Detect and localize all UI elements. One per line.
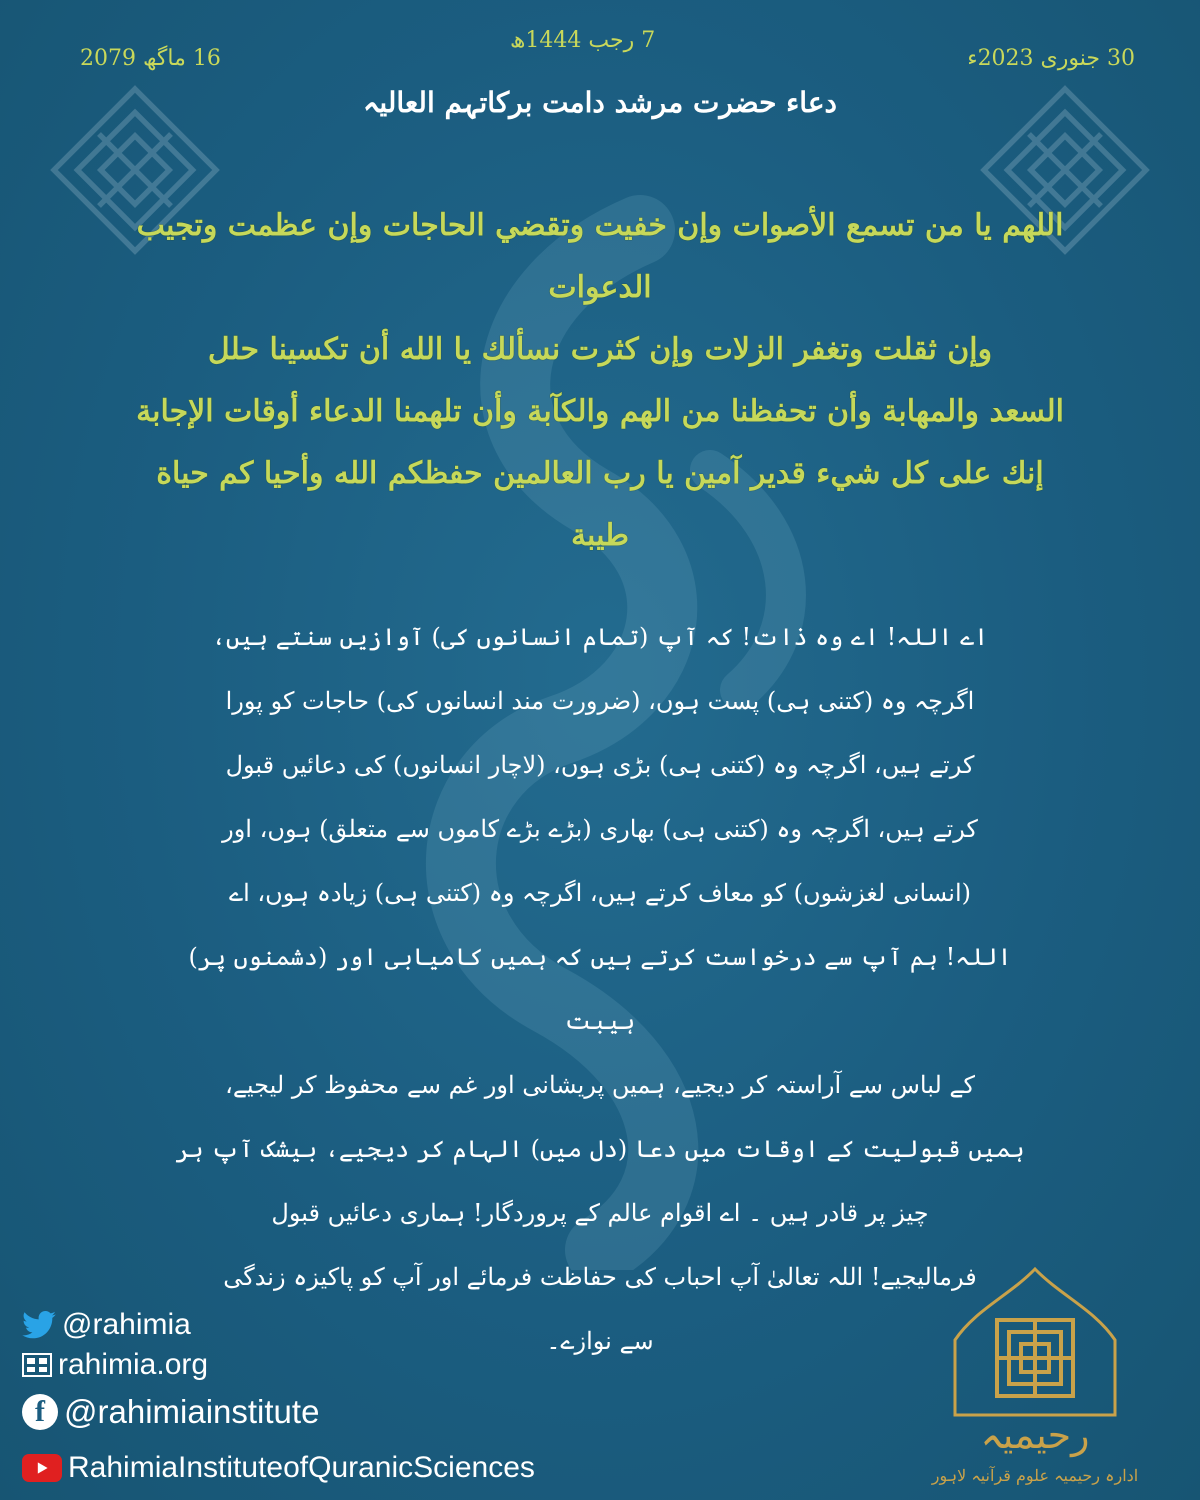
logo-subtitle: ادارہ رحیمیہ علوم قرآنیہ لاہور	[931, 1466, 1139, 1485]
date-hijri: 7 رجب 1444ھ	[510, 28, 656, 53]
website-icon	[22, 1353, 52, 1377]
rahimia-logo	[915, 1265, 1155, 1490]
date-row	[0, 28, 1200, 80]
youtube-channel[interactable]	[22, 1451, 535, 1485]
arabic-line: السعد والمهابة وأن تحفظنا من الهم والكآبة وأن تلهمنا الدعاء أوقات الإجابة	[136, 394, 1064, 429]
urdu-line: کرتے ہیں، اگرچہ وہ (کتنی ہی) بڑی ہوں، (لاچار انسانوں) کی دعائیں قبول	[225, 751, 975, 779]
urdu-line: کرتے ہیں، اگرچہ وہ (کتنی ہی) بھاری (بڑے بڑے کاموں سے متعلق) ہوں، اور	[222, 815, 978, 843]
twitter-label: @rahimia	[62, 1308, 191, 1341]
date-bikrami: 16 ماگھ 2079	[80, 46, 221, 71]
arabic-dua	[80, 195, 1120, 567]
youtube-icon	[22, 1454, 62, 1482]
twitter-icon	[22, 1311, 56, 1339]
urdu-line: فرمالیجیے! اللہ تعالیٰ آپ احباب کی حفاظت فرمائے اور آپ کو پاکیزہ زندگی	[223, 1263, 977, 1291]
arabic-line: إنك على كل شيء قدير آمين يا رب العالمين حفظكم الله وأحيا كم حياة	[156, 456, 1044, 491]
facebook-handle[interactable]	[22, 1393, 319, 1431]
urdu-line: سے نوازے۔	[546, 1327, 654, 1355]
facebook-label: @rahimiainstitute	[64, 1393, 320, 1430]
logo-wordmark: رحیمیہ	[980, 1413, 1090, 1457]
arabic-line: طيبة	[570, 518, 630, 553]
urdu-translation	[170, 605, 1030, 1373]
arabic-line: اللهم يا من تسمع الأصوات وإن خفيت وتقضي الحاجات وإن عظمت وتجيب الدعوات	[136, 208, 1064, 305]
urdu-line: اگرچہ وہ (کتنی ہی) پست ہوں، (ضرورت مند انسانوں کی) حاجات کو پورا	[225, 687, 975, 715]
urdu-line: اے اللہ! اے وہ ذات! کہ آپ (تمام انسانوں کی) آوازیں سنتے ہیں،	[211, 623, 989, 651]
urdu-line: اللہ! ہم آپ سے درخواست کرتے ہیں کہ ہمیں کامیابی اور (دشمنوں پر) ہیبت	[188, 943, 1012, 1035]
urdu-line: (انسانی لغزشوں) کو معاف کرتے ہیں، اگرچہ وہ (کتنی ہی) زیادہ ہوں، اے	[229, 879, 971, 907]
date-gregorian: 30 جنوری 2023ء	[967, 46, 1135, 71]
urdu-line: ہمیں قبولیت کے اوقات میں دعا (دل میں) الہام کر دیجیے، بیشک آپ ہر	[175, 1135, 1025, 1163]
twitter-handle[interactable]	[22, 1308, 191, 1342]
urdu-line: کے لباس سے آراستہ کر دیجیے، ہمیں پریشانی اور غم سے محفوظ کر لیجیے،	[225, 1071, 975, 1099]
urdu-line: چیز پر قادر ہیں ۔ اے اقوام عالم کے پروردگار! ہماری دعائیں قبول	[271, 1199, 929, 1227]
youtube-label: RahimiaInstituteofQuranicSciences	[68, 1451, 535, 1484]
facebook-icon: f	[22, 1394, 58, 1430]
website-link[interactable]	[22, 1348, 208, 1382]
page-title: دعاء حضرت مرشد دامت برکاتہم العالیہ	[362, 86, 838, 119]
website-label: rahimia.org	[58, 1348, 209, 1381]
arabic-line: وإن ثقلت وتغفر الزلات وإن كثرت نسألك يا الله أن تكسينا حلل	[207, 332, 993, 367]
